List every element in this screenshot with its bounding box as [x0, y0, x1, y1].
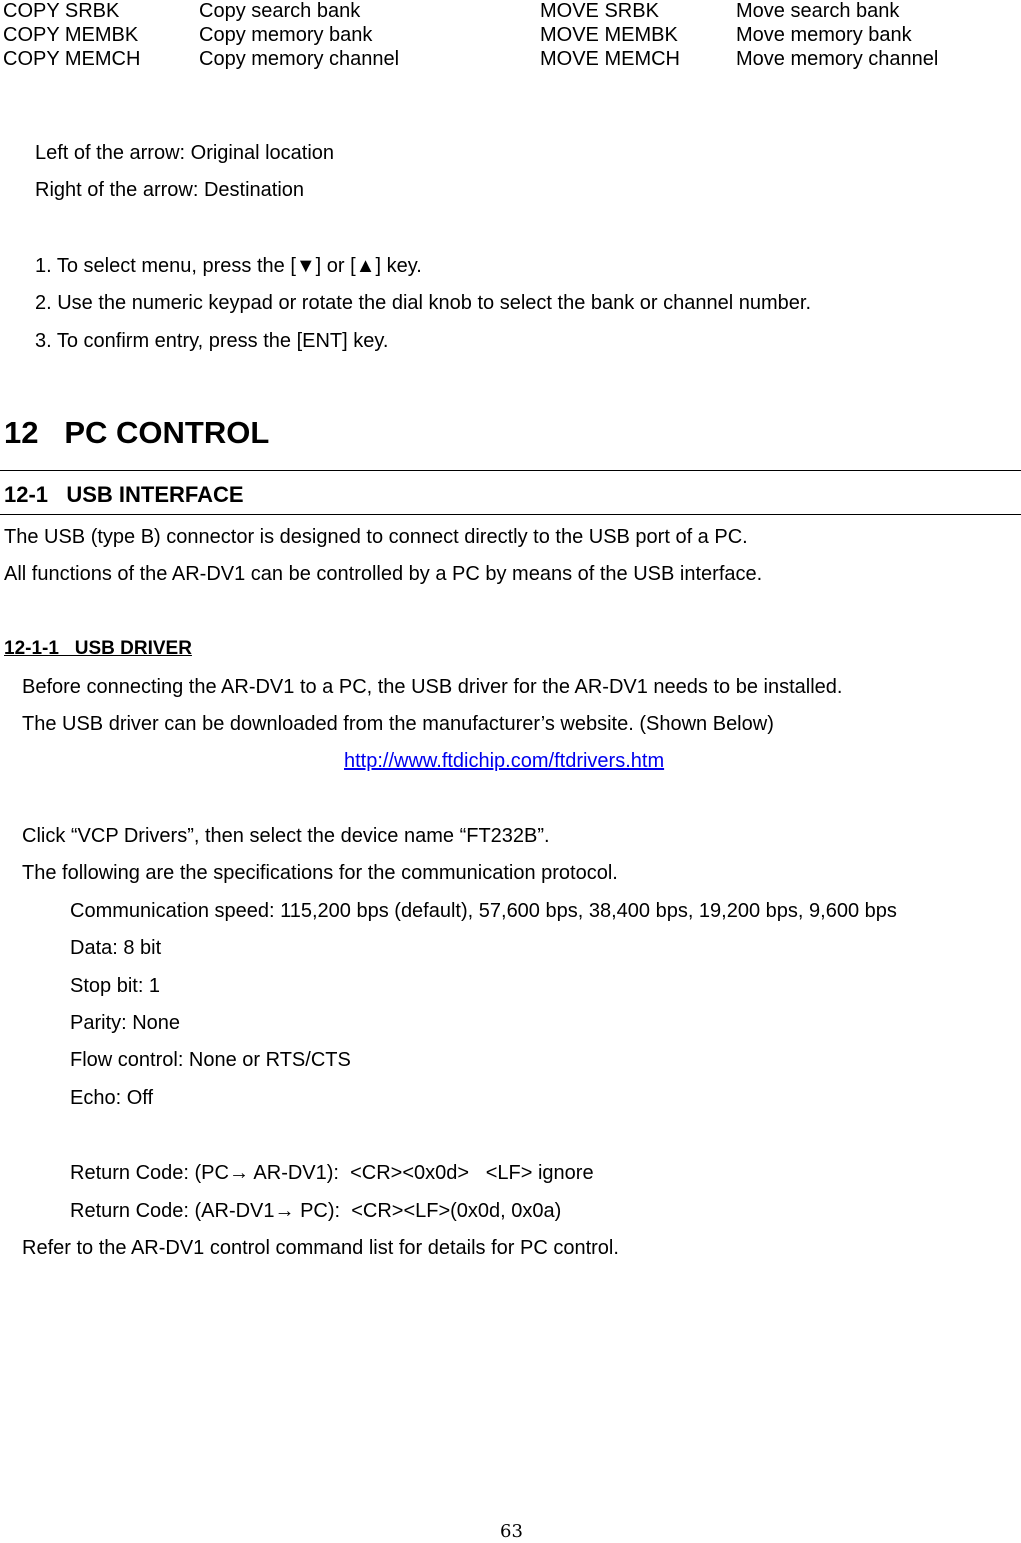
spec-echo: Echo: Off [70, 1087, 154, 1109]
subsection-title: 12-1 USB INTERFACE [4, 482, 244, 507]
usb-driver-para3: Click “VCP Drivers”, then select the device name “FT232B”. [22, 825, 550, 847]
menu-cmd2-row0: MOVE SRBK [540, 0, 659, 22]
intro-line-1: The USB (type B) connector is designed to connect directly to the USB port of a PC. [4, 526, 748, 548]
menu-cmd2-row1: MOVE MEMBK [540, 24, 678, 46]
menu-desc2-row0: Move search bank [736, 0, 900, 22]
menu-desc1-row0: Copy search bank [199, 0, 361, 22]
arrow-note-left: Left of the arrow: Original location [35, 142, 335, 164]
usb-driver-para4: The following are the specifications for the communication protocol. [22, 862, 618, 884]
usb-driver-para1: Before connecting the AR-DV1 to a PC, the USB driver for the AR-DV1 needs to be installed. [22, 676, 843, 698]
usb-driver-title: 12-1-1 USB DRIVER [4, 638, 192, 659]
arrow-note-right: Right of the arrow: Destination [35, 179, 305, 201]
menu-cmd1-row2: COPY MEMCH [3, 48, 141, 70]
menu-desc2-row2: Move memory channel [736, 48, 939, 70]
spec-data: Data: 8 bit [70, 937, 162, 959]
step-3: 3. To confirm entry, press the [ENT] key. [35, 330, 389, 352]
section-title: 12 PC CONTROL [4, 415, 270, 450]
return-code-dv: Return Code: (AR-DV1→ PC): <CR><LF>(0x0d, 0x0a) [70, 1200, 562, 1222]
menu-desc1-row1: Copy memory bank [199, 24, 373, 46]
subsection-divider [0, 514, 1021, 515]
menu-cmd1-row0: COPY SRBK [3, 0, 120, 22]
driver-download-link[interactable]: http://www.ftdichip.com/ftdrivers.htm [344, 750, 665, 772]
section-divider [0, 470, 1021, 471]
menu-cmd2-row2: MOVE MEMCH [540, 48, 680, 70]
spec-flow-control: Flow control: None or RTS/CTS [70, 1049, 351, 1071]
spec-stop-bit: Stop bit: 1 [70, 975, 161, 997]
return-code-pc: Return Code: (PC→ AR-DV1): <CR><0x0d> <LF> ignore [70, 1162, 594, 1184]
refer-note: Refer to the AR-DV1 control command list for details for PC control. [22, 1237, 619, 1259]
spec-speed: Communication speed: 115,200 bps (default), 57,600 bps, 38,400 bps, 19,200 bps, 9,600 bps [70, 900, 897, 922]
menu-cmd1-row1: COPY MEMBK [3, 24, 139, 46]
step-1: 1. To select menu, press the [▼] or [▲] key. [35, 255, 422, 277]
intro-line-2: All functions of the AR-DV1 can be controlled by a PC by means of the USB interface. [4, 563, 763, 585]
usb-driver-para2: The USB driver can be downloaded from the manufacturer’s website. (Shown Below) [22, 713, 774, 735]
menu-desc1-row2: Copy memory channel [199, 48, 400, 70]
spec-parity: Parity: None [70, 1012, 181, 1034]
page-number: 63 [500, 1521, 523, 1542]
menu-desc2-row1: Move memory bank [736, 24, 912, 46]
step-2: 2. Use the numeric keypad or rotate the dial knob to select the bank or channel number. [35, 292, 812, 314]
